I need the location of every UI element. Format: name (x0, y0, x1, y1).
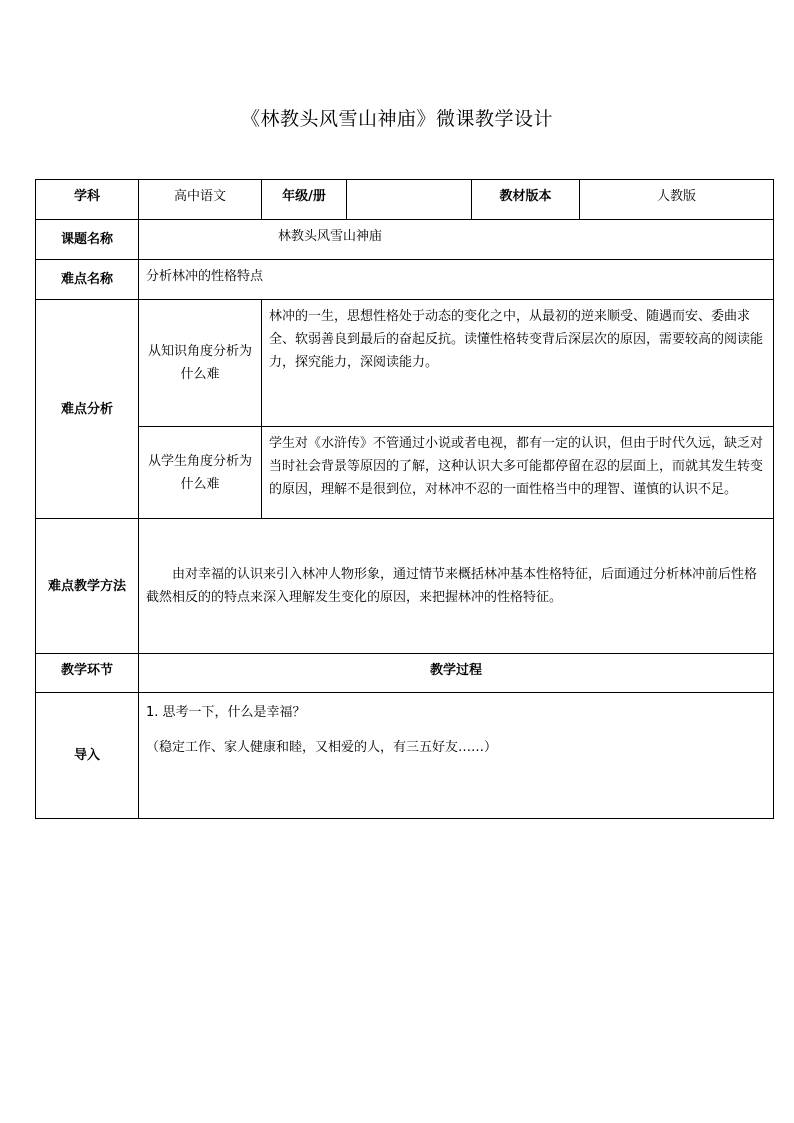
intro-answer: （稳定工作、家人健康和睦，又相爱的人，有三五好友……） (146, 740, 498, 755)
process-header-row (36, 654, 774, 693)
topic-row (36, 220, 774, 260)
difficulty-label: 难点名称 (36, 260, 139, 300)
process-label: 教学过程 (139, 654, 774, 693)
method-cell (139, 519, 774, 654)
edition-value: 人教版 (580, 180, 774, 220)
grade-value (347, 180, 472, 220)
method-text: 由对幸福的认识来引入林冲人物形象，通过情节来概括林冲基本性格特征，后面通过分析林冲前后性格截然相反的的特点来深入理解发生变化的原因，来把握林冲的性格特征。 (146, 567, 758, 605)
edition-label: 教材版本 (472, 180, 580, 220)
knowledge-angle-label: 从知识角度分析为什么难 (139, 300, 262, 427)
intro-question: 1. 思考一下，什么是幸福？ (146, 705, 306, 720)
intro-cell (139, 693, 774, 819)
analysis-student-row (36, 427, 774, 519)
method-row (36, 519, 774, 654)
grade-label: 年级/册 (262, 180, 347, 220)
analysis-knowledge-row (36, 300, 774, 427)
header-row (36, 180, 774, 220)
stage-label: 教学环节 (36, 654, 139, 693)
intro-row (36, 693, 774, 819)
topic-value: 林教头风雪山神庙 (139, 220, 774, 260)
difficulty-value: 分析林冲的性格特点 (139, 260, 774, 300)
knowledge-angle-text: 林冲的一生，思想性格处于动态的变化之中，从最初的逆来顺受、随遇而安、委曲求全、软弱善良到最后的奋起反抗。读懂性格转变背后深层次的原因，需要较高的阅读能力，探究能力，深阅读能力。 (262, 300, 774, 427)
topic-label: 课题名称 (36, 220, 139, 260)
lesson-plan-table (35, 179, 774, 819)
method-label: 难点教学方法 (36, 519, 139, 654)
subject-label: 学科 (36, 180, 139, 220)
intro-label: 导入 (36, 693, 139, 819)
student-angle-text: 学生对《水浒传》不管通过小说或者电视，都有一定的认识，但由于时代久远，缺乏对当时社会背景等原因的了解，这种认识大多可能都停留在忍的层面上，而就其发生转变的原因，理解不是很到位，对林冲不忍的一面性格当中的理智、谨慎的认识不足。 (262, 427, 774, 519)
difficulty-row (36, 260, 774, 300)
subject-value: 高中语文 (139, 180, 262, 220)
student-angle-label: 从学生角度分析为什么难 (139, 427, 262, 519)
page-title: 《林教头风雪山神庙》微课教学设计 (240, 108, 553, 130)
analysis-label: 难点分析 (36, 300, 139, 519)
